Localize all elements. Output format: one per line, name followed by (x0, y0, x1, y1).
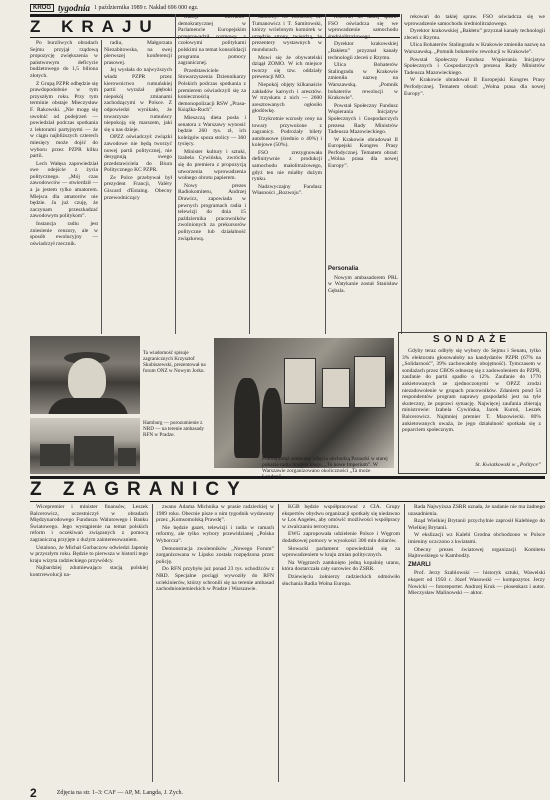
article-paragraph: Niepokój objęty kilkanaście zakładów karnych i aresztów. W trzyskatu z nich — 2600 aresztowanych ogłosiło głodówkę. (252, 81, 322, 115)
article-paragraph: Wicepremier i minister finansów, Leszek Balcerowicz, uczestniczył w obradach Międzynarodowego Funduszu Walutowego i Banku Światowego. Jego wystąpienie na temat polskich reform i oczekiwań związanych z pomocą zagraniczną przyjęte z dużym zainteresowaniem. (30, 504, 148, 543)
article-paragraph: Rada Najwyższa ZSRR uznała, że nadanie nie ma żadnego uzasadnienia. (408, 504, 545, 517)
article-paragraph: Dyrektor krakowskiej „Bakłetu” przyznał kanały technologii zleceń z Rzymu. (328, 41, 398, 61)
article-paragraph: Instancja radiu jest zniesienie cenzury, ale w sposób ewolucyjny — oświadczył rzecznik. (30, 221, 98, 247)
masthead-date-line: 1 października 1989 r. Nakład 696 000 egz. (94, 5, 199, 11)
zagr-column-4 (408, 504, 545, 782)
article-paragraph: W ekslizacji wz Kalebi Grodna obchodzono w Polsce imieniny uczczono z kwiatami. (408, 532, 545, 545)
kraju-column-4 (252, 14, 322, 334)
sondaze-text (402, 348, 541, 458)
photo-exhibition-caption: Fotoreportaż stołeczny zdjęcia obchodzą Paraszki w starej pokazie radia Studenckiego, „To nowe Imperium”. W Warszawie zorganizowano okoliczności „Ta może Londyn”. (262, 456, 388, 480)
masthead-name: tygodnia (58, 3, 91, 13)
article-paragraph: Do RFN przybyło już ponad 23 tys. uchodźców z NRD. Specjalne pociągi wywoziły do RFN uciekinierów, którzy schronili się na terenie ambasad zachodnioniemieckich w Pradze i Warszawie. (156, 566, 274, 593)
zagr-column-2 (156, 504, 274, 782)
article-paragraph: Nie będzie gazet, telewizji i radia w ramach reformy, ale tylko wybory przewidzianej „Polska Wyborcza”. (156, 524, 274, 544)
zmarli-text: Prof. Jerzy Szablowski — historyk sztuki, Wawelski ekspert od 1950 r. Józef Wasowski — kompozytor. Jerzy Nowicki — fotoreporter. Andrzej Kruk — piosenkarz i autor. Mieczysław Malinowski — aktor. (408, 570, 545, 597)
article-paragraph: KGB będzie współpracować z CIA. Grupy ekspertów obydwu organizacji spotkały się niedawno w Los Angeles, aby omówić możliwości współpracy w zwalczaniu terroryzmu. (282, 504, 400, 530)
kraju-column-6-text: rekowań do takiej spraw. FSO oświadcza się we wprowadzenie samochodu średniolitrażowego. (404, 14, 545, 27)
article-paragraph: Najbardziej zdumiewająco stacją polskiej kontrrewolucji na- (30, 565, 148, 578)
article-paragraph: Dziewięciu żołnierzy radzieckich odmówiło słuchania Radia Wolna Europa. (282, 573, 400, 587)
photo-portrait (30, 336, 140, 414)
kraju-column-6-text-2: Dyrektor krakowskiej „Bakłetu” przyznał kanały technologii zleceń z Rzymu. (404, 28, 545, 41)
article-paragraph: Mowi się że obywatelski dziąął ZOMO. W ich miejsce tworzy się tzw. oddziały prewencji MO. (252, 54, 322, 81)
kraju-column-2 (104, 40, 172, 334)
zagr-column-1 (30, 504, 148, 782)
section-header-kraju: Z KRAJU (30, 14, 400, 38)
article-paragraph: Minister kultury i sztuki, Izabela Cywińska, zwróciła się do premiera z propozycją utworzenia wprowadzenia wolnego obrotu papierem. (178, 148, 246, 182)
kraju-column-6-text-4: Powstał Społeczny Fundusz Wspierania Inicjatyw Społecznych i Gospodarczych prezesa Rady Ministrów Tadeusza Mazowieckiego. (404, 56, 545, 76)
article-paragraph: Na Węgrzech zamknięto jedną kopalnię uranu, która dostarczała cały surowiec do ZSRR. (282, 559, 400, 573)
personalia-block (328, 264, 398, 332)
sondaze-title: SONDAŻE (433, 334, 510, 345)
sondaze-body: Gdyby teraz odbyły się wybory do Sejmu i Senatu, tylko 3% elektoratu głosowałoby na kandydatów PZPR (67% na „Solidarność”, 39% zachowałoby obojętność). Tymczasem w sondażach przez CBOS odnoszę się z zadowoleniem do PZPR, zaufanie do partii spadło o 12%. Zaufanie do 1770 ankietowanych ze zjednoczonymi w OPZZ zrodzi niezadowolenie w grupach pracowników. Zdaniem pond 54 respondentów program naprawy gospodarki jest na tyle skuteczny, że poprawi sytuację. Najwięcej zaufania zbierają ministrowie: Izabela Cywińska, Jacek Kuroń, Leszek Balcerowicz. Najmniej premier T. Mazowiecki. 80% ankietowanych uważa, że jego działalność spotkała się z poparciem społecznym. (402, 348, 541, 434)
article-paragraph: Mieszczą dieta posła i senatora z Warszawy wynosić będzie 260 tys. zł, ich koleżgów spoza stolicy — 360 tysięcy. (178, 114, 246, 148)
photo-credits: Zdjęcia na str. 1–3: CAF — AP, M. Langda, J. Zych. (56, 790, 184, 796)
article-paragraph: OPZZ oświadczył: związki zawodowe nie będą tworzyć nowej partii politycznej, nie desygnują swego przedstawiciela do Biura Politycznego KC PZPR. (104, 134, 172, 174)
article-paragraph: Jej wysłała do najwyższych władz PZPR przez kierownictwo rumuńskiej partii wyrażał głęboki niepokój zmianami zachodzącymi w Polsce. Z odpowiedzi wynikało, że towarzysze rumuńscy niepokoją się marszem, jaki się u nas dzieje. (104, 67, 172, 133)
article-paragraph: rekowań do takiej spraw. FSO oświadcza się we wprowadzenie samochodu średniolitrażowego. (328, 14, 398, 40)
kraju-column-1 (30, 40, 98, 334)
article-paragraph: Ze Polce przebywał był prezydent Francji, Valéry Giscard d'Estaing. Obecny przewodniczący (104, 174, 172, 201)
photo-portrait-caption: Ta wiadomość spisuje zagranicznych Krzysztof Skubiszewski, prezentował na forum ONZ w Nowym Jorku. (143, 350, 206, 374)
article-paragraph: Po burzliwych obradach Sejmu przyjął rządową propozycję zwiększenia w państwowym deficycie budżetowego do 1,5 biliona złotych. (30, 40, 98, 79)
article-paragraph: W Krakowie obradował II Europejski Kongres Prasy Perfodycznej. Tematem obrad: „Wolna prasa dla nowej Europy”. (328, 136, 398, 170)
article-paragraph: Przedstawiciele Stowarzyszenia Dziennikarzy Polskich podczas spotkania z premierem oświadczyli się za koniecznością demonopolizacji RSW „Prasa-Książka-Ruch”. (178, 67, 246, 114)
article-paragraph: Z Grupą PZPR odbędzie się prawdopodobnie w tym przyszłym roku. Przy tym terminie obstaje Mieczysław F. Rakowski. „Nie mogę się uwolnić od podejrzeń — powiedział podczas spotkania z lektorami partyjnymi — że w ciągu najbliższych czterech miesięcy może dojść do wyboru przez PZPR kilku partii. (30, 80, 98, 160)
article-paragraph: Nadzwyczajny Fundusz Własności „Rozwoju”. (252, 183, 322, 197)
article-paragraph: Nowy prezes Radiokomitetu, Andrzej Drawicz, zapowiada w pewnych programach radia i telewizji do dnia 15 października pracowników zwolnionych za prekursorów polityczne lub działalność związkową. (178, 182, 246, 242)
zagr-column-3 (282, 504, 400, 782)
personalia-title: Personalia (328, 266, 359, 272)
article-paragraph: EWG zapropowała udzielenie Polsce i Węgrom dodatkowej pomocy w wysokości 300 mln dolarów. (282, 531, 400, 544)
article-paragraph: zwano Adama Michnika w prasie radzieckiej w 1989 roku. Obecnie pisze o nim tygodnik wydawany przez „Komsomolską Prawdę”. (156, 504, 274, 524)
article-paragraph: Słowacki parlament opowiedział się za wprowadzeniem w kraju zmian politycznych. (282, 545, 400, 559)
kraju-column-5 (328, 14, 398, 262)
masthead-logo: KROG (30, 4, 54, 12)
article-paragraph: FSO zrezygnowała definitywnie z produkcji samochodu małolitrażowego, gdyż ten nie miałby dużym rynku. (252, 149, 322, 183)
article-paragraph: Lech Wałęsa zapowiedział swe odejście z życia politycznego. „Mój czas zawodowców — stwierdził — a ja jestem tylko amatorem. Miejsca dla amatorów nie będzie. Ja już czuję, że zaczynam przeszkadzać zawodowym politykom”. (30, 160, 98, 220)
photo-exhibition (214, 338, 394, 468)
article-paragraph: Obecny prezes światowej organizacji Komitetu Hajtowskiego w Kambodży. (408, 546, 545, 560)
kraju-column-6-text-5: W Krakowie obradował II Europejski Kongres Prasy Perfodycznej. Tematem obrad: „Wolna prasa dla nowej Europy”. (404, 77, 545, 97)
article-paragraph: Trzykrotnie wzrosły ceny na towary przywożone z zagranicy. Podrożały bilety autobusowe (średnio o 40%) i kolejowe (50%). (252, 115, 322, 149)
photo-embassy-building (30, 418, 140, 474)
personalia-text: Nowym ambasadorem PRL w Watykanie został Stanisław Gębala. (328, 274, 398, 294)
masthead (30, 2, 545, 14)
article-paragraph: Powstał Społeczny Fundusz Wspierania Inicjatyw Społecznych i Gospodarczych prezesa Rady Ministrów Tadeusza Mazowieckiego. (328, 102, 398, 136)
kraju-column-6-text-3: Ulica Bohaterów Stalingradu w Krakowie zmieniła nazwę na Warszawską. „Pomnik bohaterów rewolucji w Krakowie”. (404, 42, 545, 55)
article-paragraph: Demonstracja zwolenników „Nowego Forum” zorganizowana w Lipsku została rozpędzona przez policję. (156, 545, 274, 565)
photo-embassy-caption: Hamburg — porozumienie z NRD — na terenie ambasady RFN w Pradze. (143, 420, 205, 438)
article-paragraph: frakcji liberalno-demokratycznej w Parlamencie Europejskim przeprowadził rozmowy z czołowymi politykami polskimi na temat konsolidacji programu pomocy zagranicznej. (178, 14, 246, 67)
section-header-zagranicy: Z ZAGRANICY (30, 476, 545, 502)
kraju-column-6 (404, 14, 545, 330)
article-paragraph: Ustalono, że Michał Gorbaczow odwiedzi Japonię w przyszłym roku. Będzie to pierwsza w historii tego kraju wizyta radzieckiego przywódcy. (30, 544, 148, 564)
zagr-column-4-items (408, 504, 545, 560)
kraju-column-3 (178, 14, 246, 334)
article-paragraph: Ulica Bohaterów Stalingradu w Krakowie zmieniła nazwę na Warszawską. „Pomnik bohaterów rewolucji w Krakowie”. (328, 62, 398, 102)
article-paragraph: daktorzy: M. Barański, M. Tumanowicz i T. Samitowski, którzy wcielonym komórek w urzędzie strony, twierdzą, że prezentery wystawnych w mundurach. (252, 14, 322, 53)
article-paragraph: Rząd Wielkiej Brytanii przychylnie zaprosił Kalebiego do Wielkiej Brytanii. (408, 518, 545, 531)
zmarli-title: ZMARLI (408, 561, 431, 568)
article-paragraph: radiu, Małgorzata Niezabitowska, na swej pierwszej konferencji prasowej. (104, 40, 172, 66)
sondaze-source: St. Kwiatkowski w „Polityce” (475, 462, 541, 468)
page-number: 2 (30, 786, 37, 800)
page-footer (30, 786, 545, 800)
